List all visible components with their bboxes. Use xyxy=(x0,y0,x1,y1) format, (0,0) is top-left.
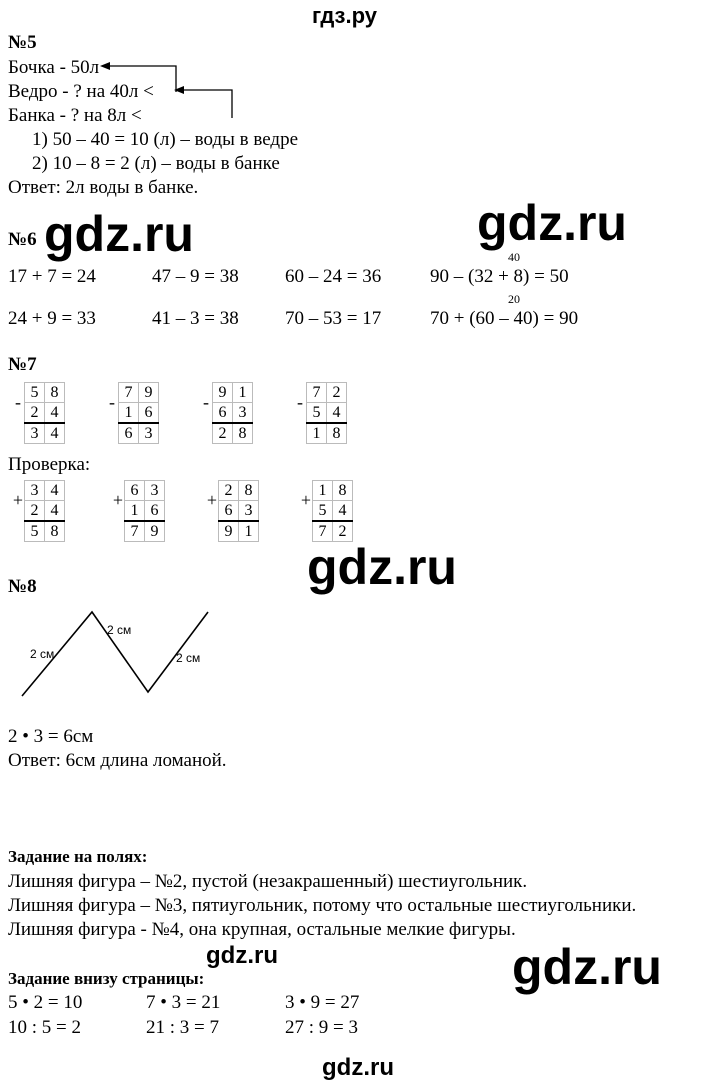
task6-r2c3: 70 – 53 = 17 xyxy=(285,308,382,329)
digit: 1 xyxy=(233,383,253,403)
bottom-r1c2: 7 • 3 = 21 xyxy=(146,992,221,1013)
segment-label-1: 2 см xyxy=(30,647,55,661)
segment-label-3: 2 см xyxy=(176,651,201,665)
digit: 3 xyxy=(233,403,253,424)
digit: 1 xyxy=(307,423,327,444)
addition-column-4 xyxy=(300,480,353,542)
margin-task-line3: Лишняя фигура - №4, она крупная, остальные мелкие фигуры. xyxy=(8,919,516,940)
task6-r1c3: 60 – 24 = 36 xyxy=(285,266,382,287)
digit: 2 xyxy=(327,383,347,403)
task6-r2c4: 70 + (60 – 40) = 90 xyxy=(430,308,579,329)
column-sign: - xyxy=(297,392,303,413)
digit: 7 xyxy=(125,521,145,542)
digit: 9 xyxy=(139,383,159,403)
digit: 2 xyxy=(213,423,233,444)
column-sign: + xyxy=(300,490,312,511)
column-sign: + xyxy=(12,490,24,511)
digit: 6 xyxy=(145,501,165,522)
digit: 4 xyxy=(45,481,65,501)
digit: 1 xyxy=(125,501,145,522)
subtraction-column-2 xyxy=(106,382,159,444)
digit: 2 xyxy=(25,403,45,424)
margin-task-line1: Лишняя фигура – №2, пустой (незакрашенный) шестиугольник. xyxy=(8,871,528,892)
watermark-4: gdz.ru xyxy=(206,942,278,969)
subtraction-column-4 xyxy=(294,382,347,444)
task5-title: №5 xyxy=(8,32,37,53)
task5-line3: Банка - ? на 8л < xyxy=(8,105,142,126)
column-sign: + xyxy=(206,490,218,511)
bottom-r2c1: 10 : 5 = 2 xyxy=(8,1017,81,1038)
watermark-2: gdz.ru xyxy=(477,195,627,251)
watermark-5: gdz.ru xyxy=(512,939,662,995)
margin-task-line2: Лишняя фигура – №3, пятиугольник, потому что остальные шестиугольники. xyxy=(8,895,637,916)
digit: 6 xyxy=(119,423,139,444)
digit: 7 xyxy=(119,383,139,403)
task6-r1c4: 90 – (32 + 8) = 50 xyxy=(430,266,569,287)
task8-answer: Ответ: 6см длина ломаной. xyxy=(8,750,227,771)
digit: 1 xyxy=(313,481,333,501)
task8-title: №8 xyxy=(8,576,37,597)
task6-r2c2: 41 – 3 = 38 xyxy=(152,308,239,329)
digit: 4 xyxy=(45,423,65,444)
task8-calc: 2 • 3 = 6см xyxy=(8,726,94,747)
digit: 8 xyxy=(45,521,65,542)
watermark-1: gdz.ru xyxy=(44,206,194,262)
digit: 3 xyxy=(25,481,45,501)
bottom-r1c1: 5 • 2 = 10 xyxy=(8,992,83,1013)
column-sign: + xyxy=(112,490,124,511)
task6-r1c1: 17 + 7 = 24 xyxy=(8,266,96,287)
digit: 9 xyxy=(219,521,239,542)
watermark-6: gdz.ru xyxy=(322,1054,394,1081)
task6-note1: 40 xyxy=(508,250,520,264)
task6-r2c1: 24 + 9 = 33 xyxy=(8,308,96,329)
digit: 2 xyxy=(333,521,353,542)
digit: 8 xyxy=(333,481,353,501)
digit: 5 xyxy=(25,383,45,403)
check-label: Проверка: xyxy=(8,454,91,475)
addition-column-2 xyxy=(112,480,165,542)
column-sign: - xyxy=(203,392,209,413)
digit: 8 xyxy=(239,481,259,501)
task6-note2: 20 xyxy=(508,292,520,306)
digit: 6 xyxy=(125,481,145,501)
task5-step2: 2) 10 – 8 = 2 (л) – воды в банке xyxy=(32,153,280,174)
digit: 1 xyxy=(119,403,139,424)
digit: 6 xyxy=(219,501,239,522)
subtraction-column-3 xyxy=(200,382,253,444)
watermark-3: gdz.ru xyxy=(307,539,457,595)
digit: 5 xyxy=(25,521,45,542)
task6-r1c2: 47 – 9 = 38 xyxy=(152,266,239,287)
digit: 6 xyxy=(139,403,159,424)
column-sign: - xyxy=(109,392,115,413)
digit: 9 xyxy=(213,383,233,403)
subtraction-column-1 xyxy=(12,382,65,444)
digit: 8 xyxy=(233,423,253,444)
digit: 3 xyxy=(139,423,159,444)
digit: 9 xyxy=(145,521,165,542)
task5-step1: 1) 50 – 40 = 10 (л) – воды в ведре xyxy=(32,129,299,150)
bottom-task-title: Задание внизу страницы: xyxy=(8,969,205,988)
task7-title: №7 xyxy=(8,354,37,375)
digit: 5 xyxy=(307,403,327,424)
margin-task-title: Задание на полях: xyxy=(8,847,148,866)
digit: 5 xyxy=(313,501,333,522)
digit: 8 xyxy=(327,423,347,444)
digit: 3 xyxy=(25,423,45,444)
addition-column-3 xyxy=(206,480,259,542)
digit: 6 xyxy=(213,403,233,424)
task5-line1: Бочка - 50л xyxy=(8,57,100,78)
digit: 1 xyxy=(239,521,259,542)
site-header: гдз.ру xyxy=(312,3,377,28)
digit: 4 xyxy=(45,403,65,424)
task5-arrows xyxy=(0,0,260,130)
digit: 7 xyxy=(307,383,327,403)
bottom-r1c3: 3 • 9 = 27 xyxy=(285,992,360,1013)
task5-line2: Ведро - ? на 40л < xyxy=(8,81,154,102)
digit: 3 xyxy=(239,501,259,522)
digit: 2 xyxy=(219,481,239,501)
digit: 7 xyxy=(313,521,333,542)
digit: 4 xyxy=(333,501,353,522)
task6-title: №6 xyxy=(8,229,37,250)
bottom-r2c2: 21 : 3 = 7 xyxy=(146,1017,219,1038)
digit: 4 xyxy=(327,403,347,424)
digit: 8 xyxy=(45,383,65,403)
digit: 4 xyxy=(45,501,65,522)
addition-column-1 xyxy=(12,480,65,542)
segment-label-2: 2 см xyxy=(107,623,132,637)
digit: 3 xyxy=(145,481,165,501)
bottom-r2c3: 27 : 9 = 3 xyxy=(285,1017,358,1038)
column-sign: - xyxy=(15,392,21,413)
task5-answer: Ответ: 2л воды в банке. xyxy=(8,177,199,198)
digit: 2 xyxy=(25,501,45,522)
